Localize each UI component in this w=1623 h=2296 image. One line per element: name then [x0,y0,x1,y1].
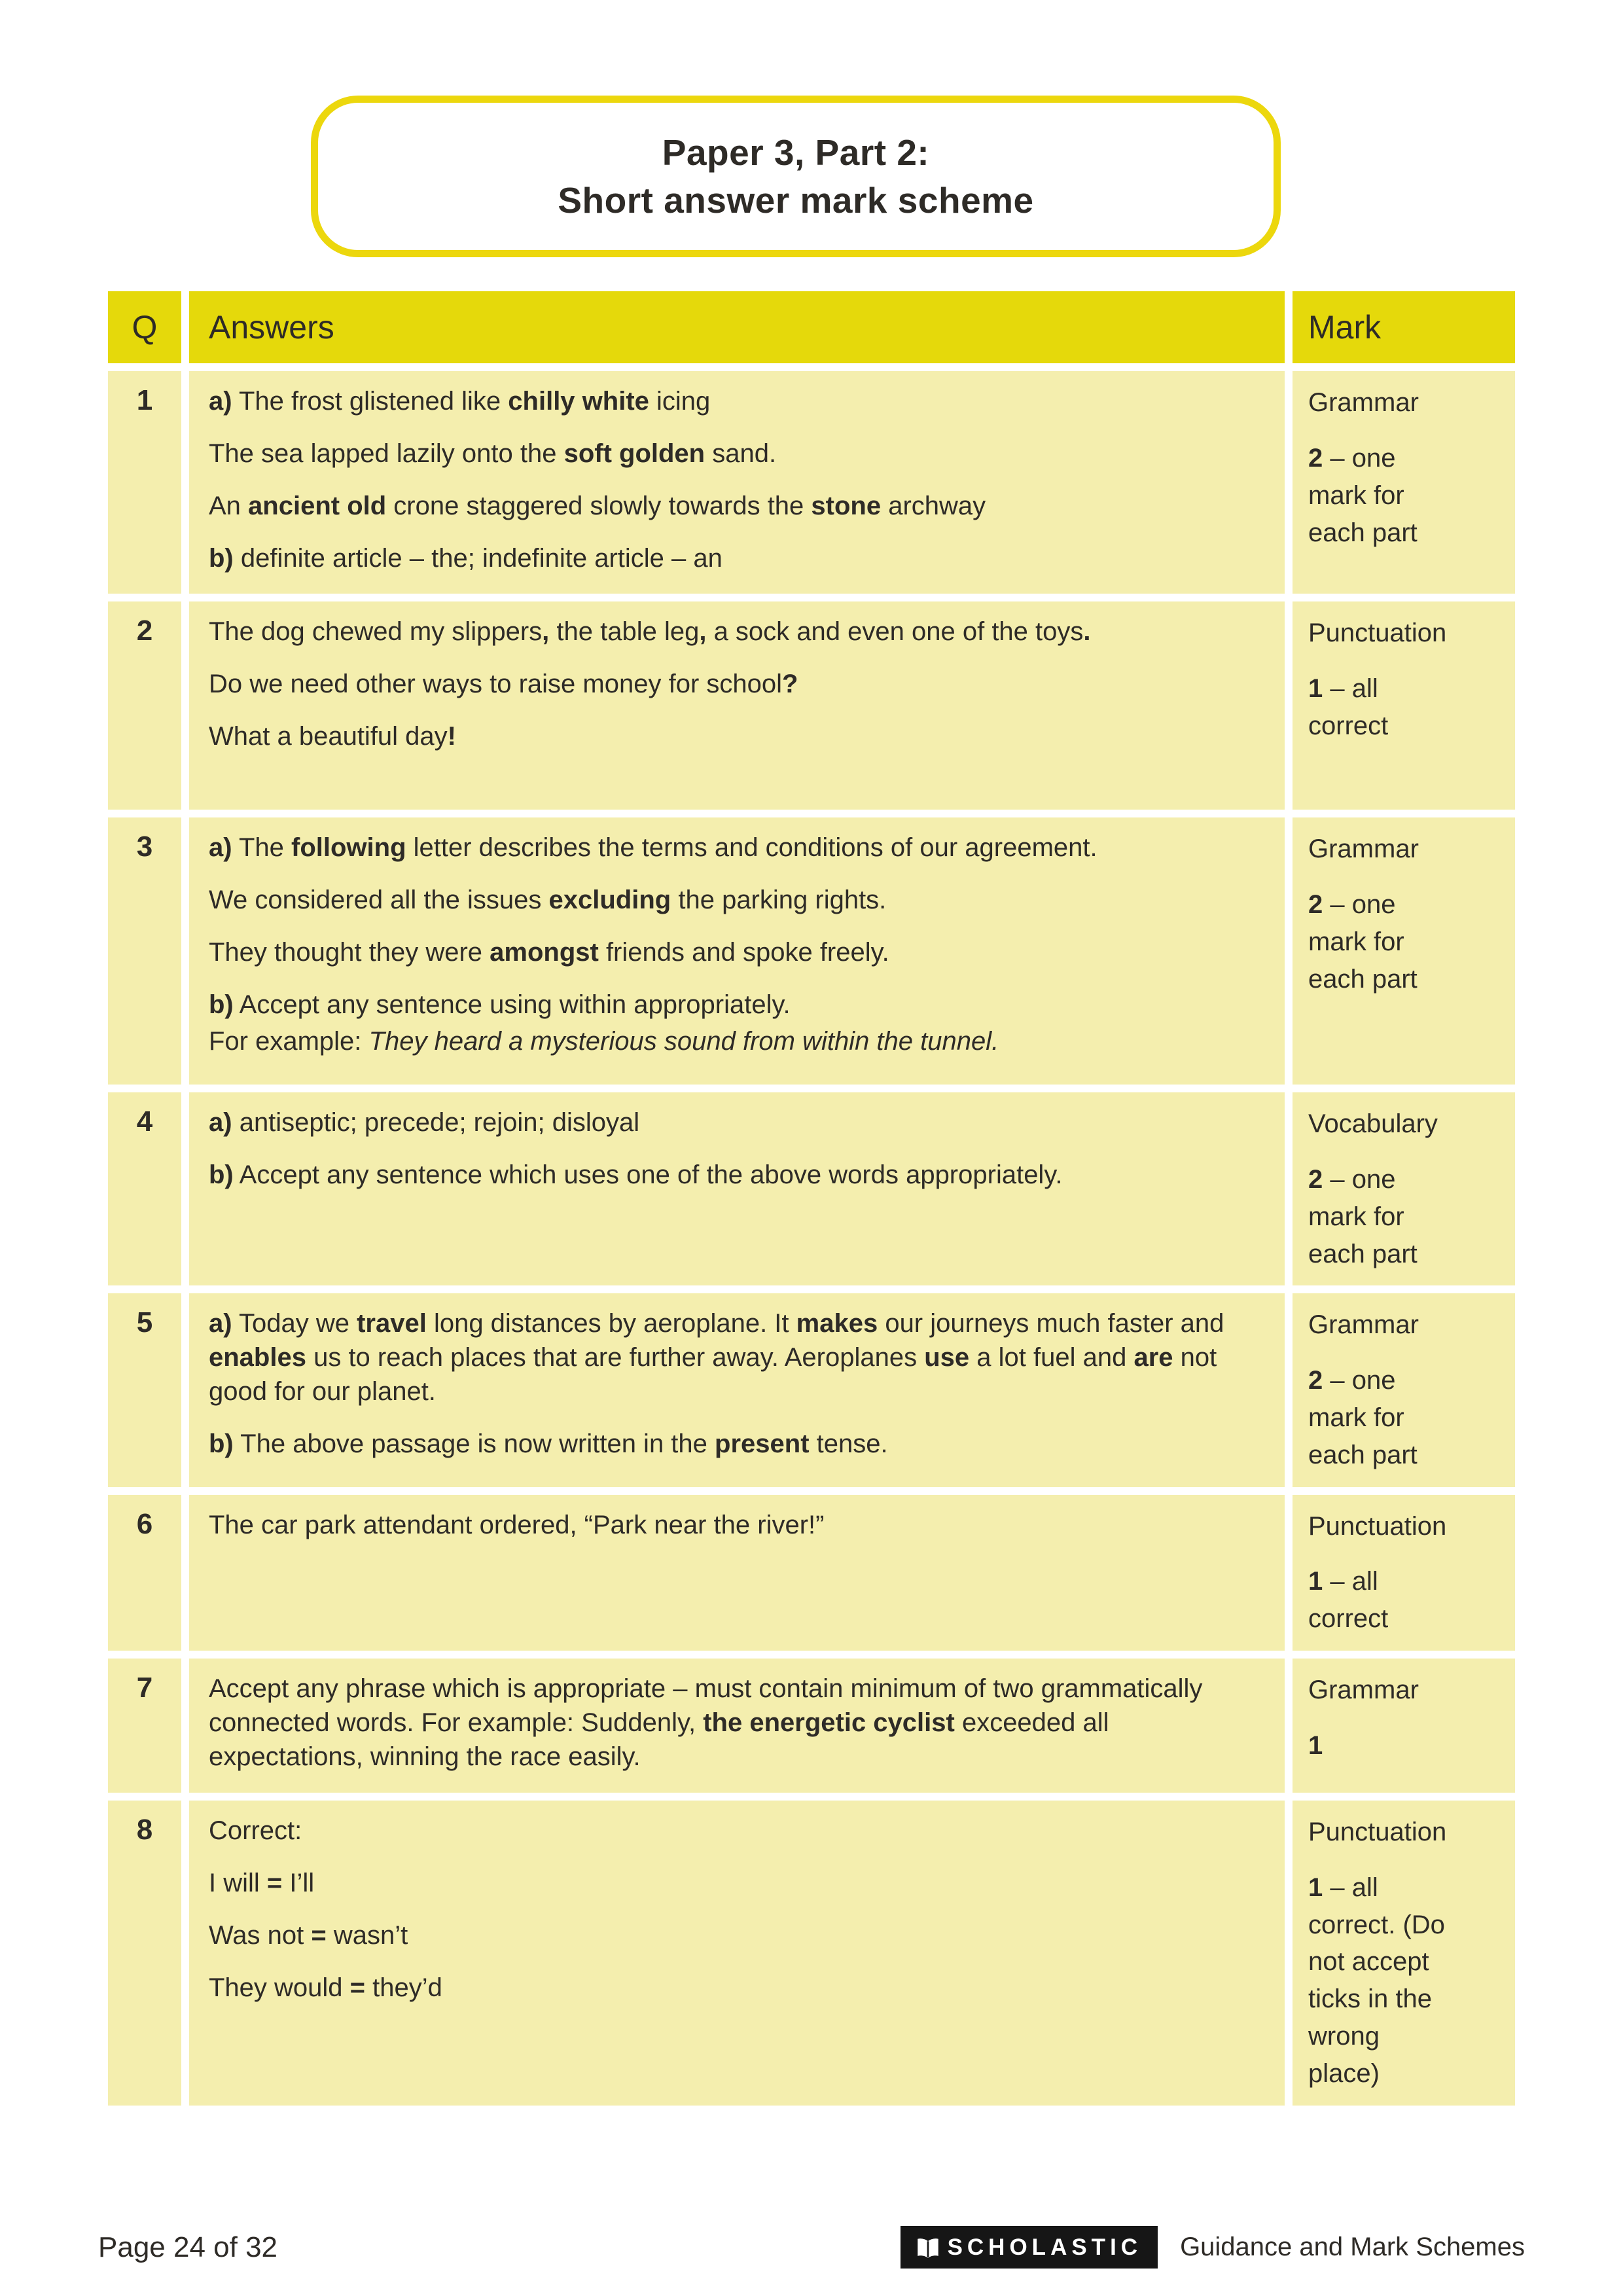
answer-cell: The dog chewed my slippers, the table leg, a sock and even one of the toys. Do we need other ways to raise money for school? What a beautiful day! [189,601,1285,810]
question-number: 8 [108,1801,181,2106]
answer-cell: a) Today we travel long distances by aeroplane. It makes our journeys much faster and enables us to reach places that are further away. Aeroplanes use a lot fuel and are not good for our planet. b) The above passage is now written in the present tense. [189,1293,1285,1486]
answer-cell: Accept any phrase which is appropriate – must contain minimum of two grammatically connected words. For example: Suddenly, the energetic cyclist exceeded all expectations, winning the race easily. [189,1659,1285,1793]
table-row [108,1659,1515,1793]
mark-cell: Grammar 2 – one mark for each part [1293,371,1515,594]
answer-cell: a) antiseptic; precede; rejoin; disloyal b) Accept any sentence which uses one of the above words appropriately. [189,1092,1285,1285]
question-number: 6 [108,1495,181,1651]
mark-cell: Grammar 1 [1293,1659,1515,1793]
brand-block [901,2226,1525,2269]
question-number: 3 [108,817,181,1085]
scholastic-logo [901,2226,1158,2269]
mark-cell: Grammar 2 – one mark for each part [1293,1293,1515,1486]
answer-cell: a) The following letter describes the terms and conditions of our agreement. We considered all the issues excluding the parking rights. They thought they were amongst friends and spoke freely. b) Accept any sentence using within appropriately. For example: They heard a mysterious sound from within the tunnel. [189,817,1285,1085]
page-footer [98,2226,1525,2269]
column-header-q: Q [108,291,181,363]
question-number: 2 [108,601,181,810]
table-row [108,601,1515,810]
table-row [108,817,1515,1085]
table-row [108,371,1515,594]
table-row [108,1495,1515,1651]
mark-cell: Punctuation 1 – all correct. (Do not accept ticks in the wrong place) [1293,1801,1515,2106]
mark-cell: Grammar 2 – one mark for each part [1293,817,1515,1085]
title-line-2: Short answer mark scheme [558,179,1034,221]
table-header-row [108,291,1515,363]
page-number: Page 24 of 32 [98,2231,278,2263]
answer-cell: Correct: I will = I’ll Was not = wasn’t They would = they’d [189,1801,1285,2106]
question-number: 7 [108,1659,181,1793]
table-row [108,1092,1515,1285]
column-header-answers: Answers [189,291,1285,363]
table-row [108,1293,1515,1486]
question-number: 5 [108,1293,181,1486]
answer-cell: The car park attendant ordered, “Park near the river!” [189,1495,1285,1651]
answer-cell: a) The frost glistened like chilly white icing The sea lapped lazily onto the soft golden sand. An ancient old crone staggered slowly towards the stone archway b) definite article – the; indefinite article – an [189,371,1285,594]
table-row [108,1801,1515,2106]
mark-cell: Punctuation 1 – all correct [1293,1495,1515,1651]
mark-scheme-table [108,291,1515,2105]
logo-text: SCHOLASTIC [947,2234,1143,2260]
column-header-mark: Mark [1293,291,1515,363]
open-book-icon [916,2236,940,2259]
title-line-1: Paper 3, Part 2: [662,132,930,173]
question-number: 1 [108,371,181,594]
footer-title: Guidance and Mark Schemes [1180,2233,1525,2261]
table-body [108,371,1515,2105]
mark-cell: Vocabulary 2 – one mark for each part [1293,1092,1515,1285]
mark-cell: Punctuation 1 – all correct [1293,601,1515,810]
question-number: 4 [108,1092,181,1285]
title-box [311,96,1281,257]
